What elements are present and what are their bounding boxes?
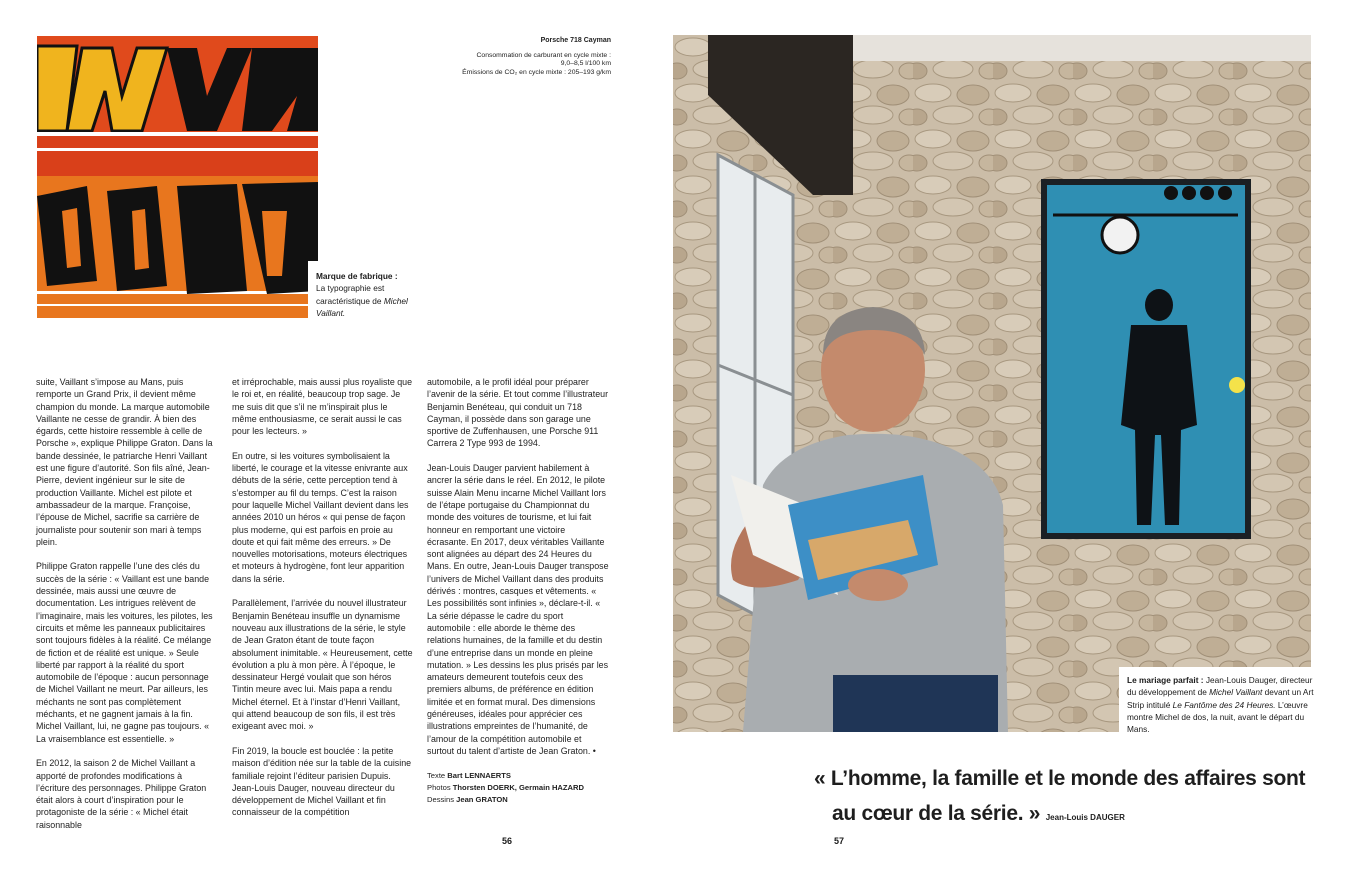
specs-consumption-label: Consommation de carburant en cycle mixte :: [476, 51, 611, 59]
specs-model: Porsche 718 Cayman: [540, 37, 611, 44]
photo-caption: [1119, 667, 1317, 742]
photo-caption-text-1: Jean-Louis Dauger, directeur du développement de: [1127, 675, 1313, 698]
photo-caption-italic-1: Michel Vaillant: [1209, 687, 1263, 698]
image-caption-text: La typographie est caractéristique de: [316, 283, 385, 306]
paragraph: En outre, si les voitures symbolisaient la liberté, le courage et la vitesse enivrante aux débuts de la série, cette perception tend à s’estomper au fil du temps. C’est la raison pour laquelle Michel Vaillant devient dans les années 2010 un héros « qui pense de façon plus moderne, qui est parfois en proie au doute et qui fait même des erreurs. » De nouvelles motorisations, moteurs électriques et moteurs à hydrogène, font leur apparition dans la série.: [232, 450, 409, 584]
article-column-1: [36, 376, 218, 843]
credit-drawings-label: Dessins: [427, 795, 455, 805]
image-caption-italic: Michel Vaillant.: [316, 295, 408, 318]
quote-line-2: au cœur de la série. »: [832, 802, 1041, 825]
portrait-photo: [673, 35, 1311, 732]
comic-typography-image: [37, 36, 318, 318]
credit-photos-name: Thorsten DOERK, Germain HAZARD: [452, 782, 584, 792]
image-caption: [308, 261, 408, 331]
paragraph: et irréprochable, mais aussi plus royaliste que le roi et, en réalité, beaucoup trop sage. Je me suis dit que s’il ne m’inspirait plus le même enthousiasme, ce serait aussi le cas pour les lecteurs. »: [232, 377, 413, 437]
credits: [427, 770, 609, 807]
credit-photos-label: Photos: [427, 782, 451, 792]
paragraph: Jean-Louis Dauger parvient habilement à ancrer la série dans le réel. En 2012, le pilote suisse Alain Menu incarne Michel Vaillant lors de l’étape portugaise du Championnat du monde des voitures de tourisme, et lui fait honneur en remportant une victoire écrasante. En 2017, deux véritables Vaillante sont alignées au départ des 24 Heures du Mans. En outre, Jean-Louis Dauger transpose l’univers de Michel Vaillant dans des produits dérivés : montres, casques et vêtements. « Les possibilités sont infinies », déclare-t-il. « La série dépasse le cadre du sport automobile : elle aborde le thème des relations humaines, de la famille et du destin d’une entreprise dans un monde en pleine mutation. » Les dessins les plus prisés par les amateurs demeurent toutefois ceux des premiers albums, de préférence en édition limitée et en format mural. Des dimensions généreuses, idéales pour apprécier ces illustrations empreintes de l’humanité, de l’amour de la compétition automobile et surtout du talent d’artiste de Jean Graton. •: [427, 463, 609, 756]
paragraph: suite, Vaillant s’impose au Mans, puis remporte un Grand Prix, il devient même champion du monde. La marque automobile Vaillante ne cesse de grandir. À bien des égards, cette histoire ressemble à celle de Porsche », explique Philippe Graton. Dans la bande dessinée, le patriarche Henri Vaillant est une figure d’autorité. Son fils aîné, Jean-Pierre, devient ingénieur sur le site de production Vaillante. Michel est pilote et ambassadeur de la marque. Françoise, l’épouse de Michel, sacrifie sa carrière de journaliste pour soutenir son mari à temps plein.: [36, 377, 213, 547]
vehicle-specs: [440, 37, 611, 77]
paragraph: automobile, a le profil idéal pour préparer l’avenir de la série. Et tout comme l’illustrateur Benjamin Benéteau, qui conduit un 718 Cayman, il possède dans son garage une sportive de Zuffenhausen, une Porsche 911 Carrera 2 Type 993 de 1994.: [427, 377, 609, 449]
paragraph: Philippe Graton rappelle l’une des clés du succès de la série : « Vaillant est une bande dessinée, mais aussi une œuvre de documentation. Les intrigues relèvent de l’imaginaire, mais les voitures, les pilotes, les circuits et même les panneaux publicitaires sont toujours fidèles à la réalité. Ce mélange de fiction et de réalité est unique. » Seule liberté par rapport à la réalité du sport automobile de l’époque : aucun personnage de Michel Vaillant ne meurt. Par ailleurs, les méchants ne sont pas complètement méchants, et ne gagnent jamais à la fin. Michel Vaillant, lui, ne gagne pas toujours. « La vraisemblance est essentielle. »: [36, 561, 213, 744]
photo-caption-text-3: L’œuvre montre Michel de dos, la nuit, avant le départ du Mans.: [1127, 699, 1308, 735]
page-number-left: 56: [502, 836, 513, 846]
credit-text-label: Texte: [427, 770, 446, 780]
page-number-right: 57: [834, 836, 845, 846]
image-caption-title: Marque de fabrique :: [316, 271, 398, 281]
quote-line-1: « L’homme, la famille et le monde des affaires sont: [814, 767, 1306, 790]
quote-author: Jean-Louis DAUGER: [1045, 813, 1125, 822]
paragraph: En 2012, la saison 2 de Michel Vaillant a apporté de profondes modifications à l’écriture des personnages. Philippe Graton était alors à court d’inspiration pour le protagoniste de la série : « Michel était raisonnable: [36, 758, 207, 830]
article-column-3: [427, 376, 609, 806]
photo-caption-italic-2: Le Fantôme des 24 Heures.: [1172, 699, 1276, 710]
photo-caption-text-2: devant un Art Strip intitulé: [1127, 687, 1314, 710]
article-column-2: [232, 376, 414, 831]
paragraph: Fin 2019, la boucle est bouclée : la petite maison d’édition née sur la table de la cuisine familiale rejoint l’éditeur parisien Dupuis. Jean-Louis Dauger, nouveau directeur du développement de Michel Vaillant et fin connaisseur de la compétition: [232, 745, 412, 818]
specs-consumption-value: 9,0–8,5 l/100 km: [560, 60, 611, 68]
specs-emissions: Émissions de CO₂ en cycle mixte : 205–193 g/km: [462, 68, 611, 76]
pull-quote: [814, 761, 1314, 835]
credit-drawings-name: Jean GRATON: [456, 795, 508, 805]
credit-text-name: Bart LENNAERTS: [447, 770, 511, 780]
paragraph: Parallèlement, l’arrivée du nouvel illustrateur Benjamin Benéteau insuffle un dynamisme nouveau aux illustrations de la série, le style de Jean Graton étant de toute façon absolument inimitable. « Heureusement, cette évolution a plu à mon père. À l’époque, le dessinateur Hergé voulait que son héros Tintin meure avec lui. Mais papa a rendu Michel éternel. Et à l’instar d’Henri Vaillant, qui attend beaucoup de son fils, il est très exigeant avec moi. »: [232, 598, 413, 732]
photo-caption-title: Le mariage parfait :: [1127, 675, 1204, 685]
